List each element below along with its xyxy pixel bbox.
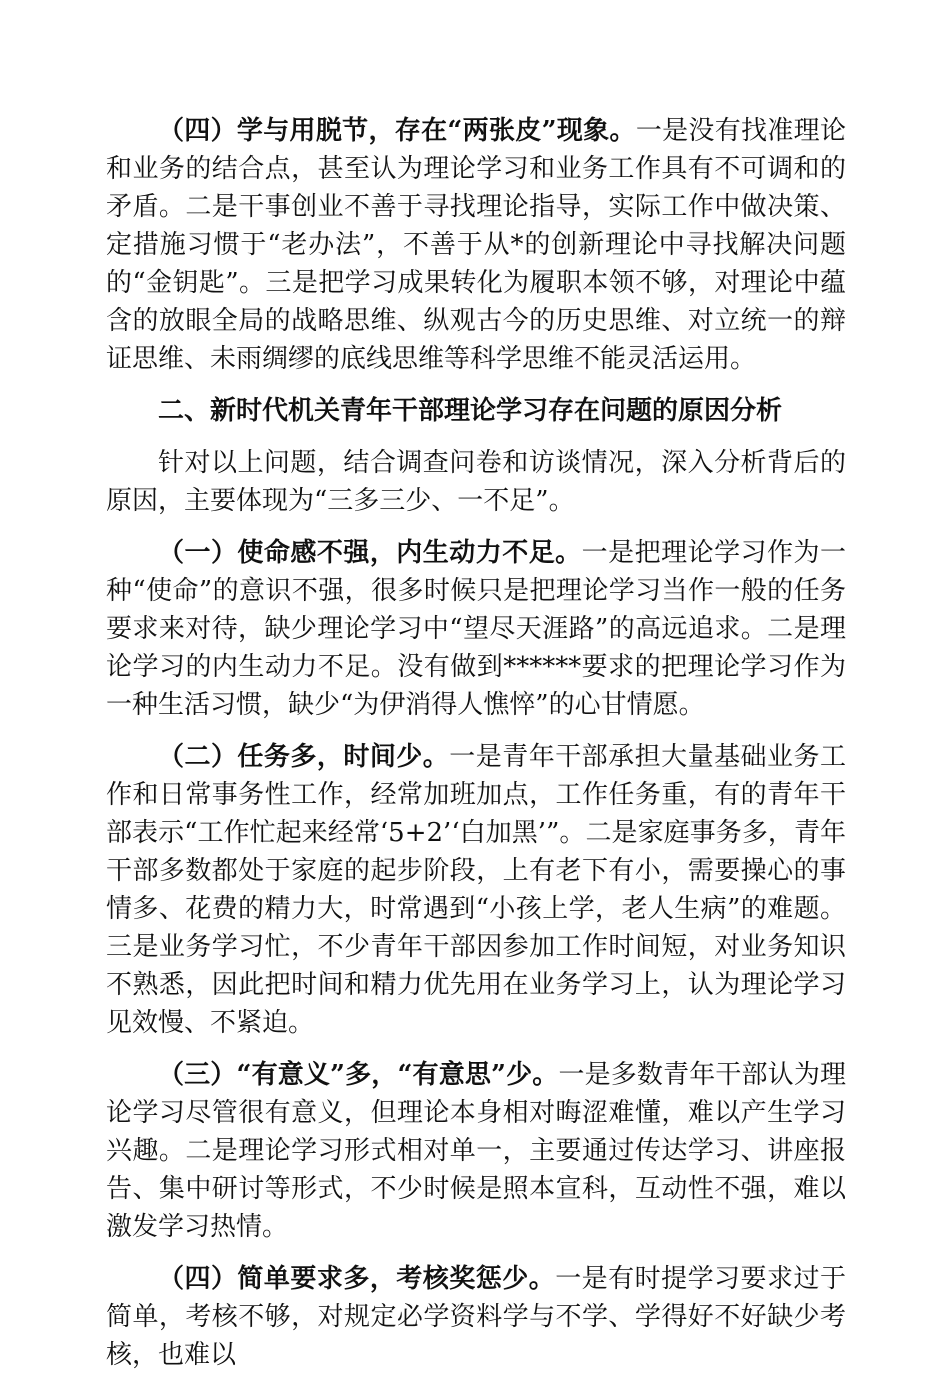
paragraph-body: 一是青年干部承担大量基础业务工作和日常事务性工作，经常加班加点，工作任务重，有的青年干部表示“工作忙起来经常‘5+2’‘白加黑’”。二是家庭事务多，青年干部多数都处于家庭的起步阶段，上有老下有小，需要操心的事情多、花费的精力大，时常遇到“小孩上学，老人生病”的难题。三是业务学习忙，不少青年干部因参加工作时间短，对业务知识不熟悉，因此把时间和精力优先用在业务学习上，认为理论学习见效慢、不紧迫。 — [106, 742, 846, 1038]
paragraph-body: 一是有时提学习要求过于简单，考核不够，对规定必学资料学与不学、学得好不好缺少考核，也难以 — [106, 1264, 846, 1370]
paragraph-reason-4 — [106, 1260, 846, 1374]
paragraph-lead: （四）简单要求多，考核奖惩少。 — [158, 1264, 556, 1294]
paragraph-body: 一是把理论学习作为一种“使命”的意识不强，很多时候只是把理论学习当作一般的任务要求来对待，缺少理论学习中“望尽天涯路”的高远追求。二是理论学习的内生动力不足。没有做到******要求的把理论学习作为一种生活习惯，缺少“为伊消得人憔悴”的心甘情愿。 — [106, 538, 846, 720]
intro-paragraph: 针对以上问题，结合调查问卷和访谈情况，深入分析背后的原因，主要体现为“三多三少、一不足”。 — [106, 448, 846, 516]
document-page — [106, 112, 846, 1374]
paragraph-body: 一是多数青年干部认为理论学习尽管很有意义，但理论本身相对晦涩难懂，难以产生学习兴趣。二是理论学习形式相对单一，主要通过传达学习、讲座报告、集中研讨等形式，不少时候是照本宣科，互动性不强，难以激发学习热情。 — [106, 1060, 846, 1242]
paragraph-lead: （二）任务多，时间少。 — [158, 742, 450, 772]
paragraph-body: 一是没有找准理论和业务的结合点，甚至认为理论学习和业务工作具有不可调和的矛盾。二是干事创业不善于寻找理论指导，实际工作中做决策、定措施习惯于“老办法”，不善于从*的创新理论中寻找解决问题的“金钥匙”。三是把学习成果转化为履职本领不够，对理论中蕴含的放眼全局的战略思维、纵观古今的历史思维、对立统一的辩证思维、未雨绸缪的底线思维等科学思维不能灵活运用。 — [106, 116, 846, 374]
paragraph-lead: （四）学与用脱节，存在“两张皮”现象。 — [158, 116, 636, 146]
section-heading: 二、新时代机关青年干部理论学习存在问题的原因分析 — [158, 396, 783, 426]
paragraph-reason-1 — [106, 534, 846, 724]
paragraph-lead: （一）使命感不强，内生动力不足。 — [158, 538, 582, 568]
paragraph-problem-4 — [106, 112, 846, 378]
paragraph-reason-3 — [106, 1056, 846, 1246]
paragraph-reason-2 — [106, 738, 846, 1042]
paragraph-lead: （三）“有意义”多，“有意思”少。 — [158, 1060, 559, 1090]
